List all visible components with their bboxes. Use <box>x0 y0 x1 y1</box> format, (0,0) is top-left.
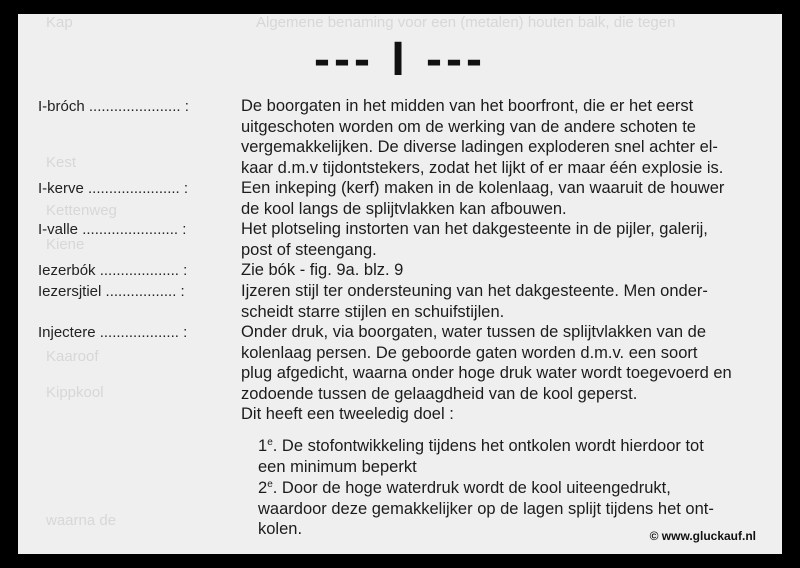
page-title: --- I --- <box>314 33 486 86</box>
entry-term: I-valle ....................... : <box>38 221 187 238</box>
entry-definition: Onder druk, via boorgaten, water tussen de splijtvlakken van de kolenlaag persen. De geboorde gaten worden d.m.v. een soort plug afgedicht, waarna onder hoge druk water wordt toegevoerd en zodoende tussen de gelaagdheid van de kool geperst. Dit heeft een tweeledig doel : <box>241 323 732 423</box>
bleed-through-text: waarna de <box>46 512 117 529</box>
entry-term: Iezerbók ................... : <box>38 262 188 279</box>
bleed-through-text: Kippkool <box>46 384 104 401</box>
numbered-point: 1e. De stofontwikkeling tijdens het ontkolen wordt hierdoor tot een minimum beperkt <box>258 437 704 476</box>
bleed-through-text: Kaaroof <box>46 348 99 365</box>
bleed-through-text: Algemene benaming voor een (metalen) houten balk, die tegen <box>256 14 676 31</box>
numbered-point: 2e. Door de hoge waterdruk wordt de kool uiteengedrukt, waardoor deze gemakkelijker op de lagen splijt tijdens het ont- kolen. <box>258 479 714 538</box>
entry-term: I-bróch ...................... : <box>38 98 189 115</box>
bleed-through-text: Kettenweg <box>46 202 117 219</box>
bleed-through-text: Kap <box>46 14 73 31</box>
entry-definition: Een inkeping (kerf) maken in de kolenlaag, van waaruit de houwer de kool langs de splijtvlakken kan afbouwen. <box>241 179 725 218</box>
entry-definition: Zie bók - fig. 9a. blz. 9 <box>241 261 404 279</box>
entry-term: Iezersjtiel ................. : <box>38 283 185 300</box>
copyright-notice: © www.gluckauf.nl <box>649 529 756 543</box>
entry-term: Injectere ................... : <box>38 324 188 341</box>
bleed-through-text: Kiene <box>46 236 85 253</box>
entry-definition: De boorgaten in het midden van het boorfront, die er het eerst uitgeschoten worden om de werking van de andere schoten te vergemakkelijken. De diverse ladingen exploderen snel achter el- kaar d.m.v tijdontstekers, zodat het lijkt of er maar één explosie is. <box>241 97 724 177</box>
entry-definition: Ijzeren stijl ter ondersteuning van het dakgesteente. Men onder- scheidt starre stijlen en schuifstijlen. <box>241 282 708 321</box>
document-page <box>18 14 782 554</box>
bleed-through-text: Kest <box>46 154 77 171</box>
entry-definition: Het plotseling instorten van het dakgesteente in de pijler, galerij, post of steengang. <box>241 220 708 259</box>
entry-term: I-kerve ...................... : <box>38 180 189 197</box>
